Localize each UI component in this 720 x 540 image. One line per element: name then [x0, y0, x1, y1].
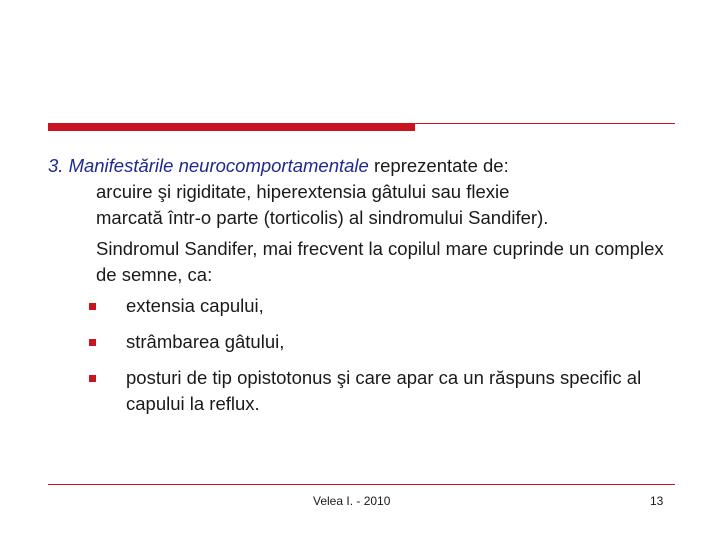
square-bullet-icon	[89, 303, 96, 310]
header-rule	[48, 123, 675, 131]
square-bullet-icon	[89, 339, 96, 346]
list-item	[48, 293, 688, 319]
intro-line-1: arcuire şi rigiditate, hiperextensia gâtului sau flexie	[96, 181, 510, 202]
bullet-text: posturi de tip opistotonus şi care apar ca un răspuns specific al capului la reflux.	[126, 367, 642, 414]
title-continuation: reprezentate de:	[373, 155, 509, 176]
slide-title: 3. Manifestările neurocomportamentale	[48, 155, 369, 176]
header-rule-thin	[415, 123, 675, 124]
intro-line-2: marcată într-o parte (torticolis) al sindromului Sandifer).	[96, 207, 549, 228]
paragraph-intro	[48, 153, 688, 231]
list-item	[48, 329, 688, 355]
header-rule-thick	[48, 123, 415, 131]
bullet-text: extensia capului,	[126, 295, 264, 316]
paragraph-sandifer: Sindromul Sandifer, mai frecvent la copilul mare cuprinde un complex de semne, ca:	[96, 238, 664, 285]
bullet-list	[48, 293, 688, 417]
list-item	[48, 365, 688, 417]
footer-author: Velea I. - 2010	[313, 494, 391, 508]
square-bullet-icon	[89, 375, 96, 382]
page-number: 13	[650, 494, 664, 508]
bullet-text: strâmbarea gâtului,	[126, 331, 285, 352]
slide-content	[48, 153, 688, 427]
footer-rule	[48, 484, 675, 485]
